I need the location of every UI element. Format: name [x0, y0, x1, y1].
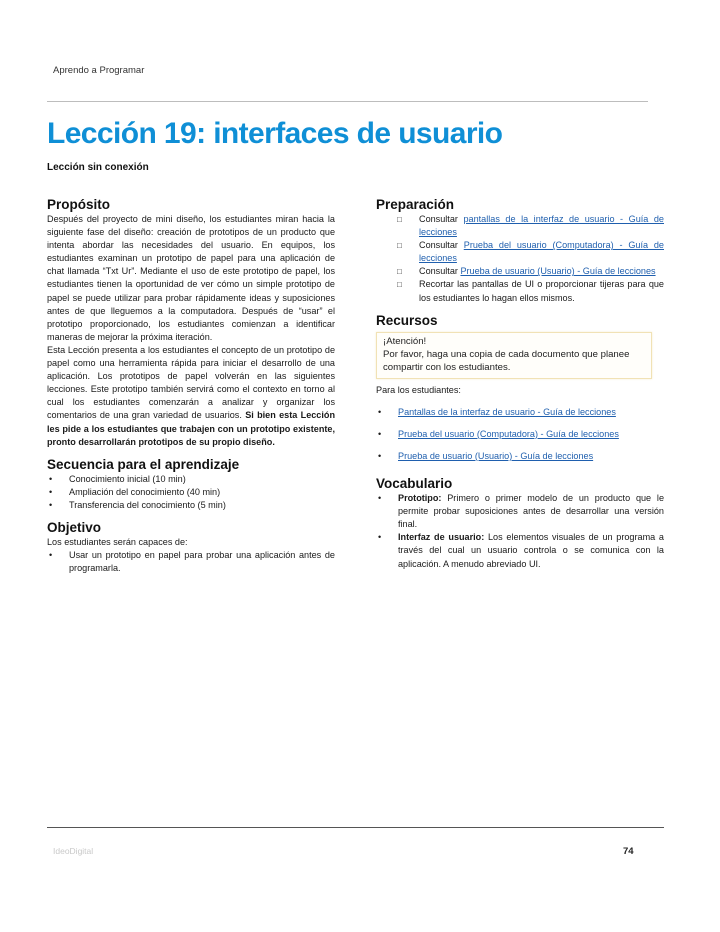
section-objetivo	[47, 519, 335, 575]
heading-secuencia: Secuencia para el aprendizaje	[47, 456, 240, 472]
objetivo-list	[47, 549, 335, 575]
proposito-paragraph-1: Después del proyecto de mini diseño, los estudiantes miran hacia la siguiente fase del diseño: creación de prototipos de un producto que intenta abordar las necesidades del usuario. En equipos, los estudiantes examinan un prototipo de papel para una aplicación de chat llamada “Txt Ur”. Mediante el uso de este prototipo de papel, los estudiantes tienen la oportunidad de ver cómo un simple prototipo de papel se puede utilizar para probar rápidamente ideas y suposiciones antes de que lleguemos a la computadora. Después de “usar” el prototipo proporcionado, los estudiantes comienzan a identificar maneras de mejorar la próxima iteración.	[47, 214, 335, 342]
bullet-icon: •	[49, 550, 53, 561]
bullet-icon: •	[378, 493, 382, 504]
bullet-icon: •	[378, 532, 382, 543]
footer-divider	[47, 827, 664, 828]
list-item	[376, 492, 664, 531]
checkbox-square-icon: □	[397, 241, 402, 251]
vocab-definition: Los elementos visuales de un programa a través del cual un usuario controla o se comunica con la aplicación. A menudo abreviado UI.	[398, 532, 664, 569]
link-resource-pantallas[interactable]: Pantallas de la interfaz de usuario - Guía de lecciones	[398, 406, 616, 417]
list-item	[376, 406, 664, 419]
for-students-label: Para los estudiantes:	[376, 384, 461, 395]
page-title: Lección 19: interfaces de usuario	[47, 117, 503, 150]
section-preparacion	[376, 196, 664, 305]
objetivo-intro: Los estudiantes serán capaces de:	[47, 536, 188, 547]
recursos-links	[376, 406, 664, 463]
list-item	[376, 450, 664, 463]
list-item: □ Recortar las pantallas de UI o proporcionar tijeras para que los estudiantes lo hagan ellos mismos.	[397, 279, 664, 303]
list-item: • Usar un prototipo en papel para probar una aplicación antes de programarla.	[49, 550, 335, 574]
list-item: □ Consultar Prueba de usuario (Usuario) - Guía de lecciones	[376, 265, 664, 278]
lesson-type: Lección sin conexión	[47, 162, 149, 173]
heading-recursos: Recursos	[376, 312, 438, 328]
preparacion-list	[376, 213, 664, 305]
link-resource-computadora[interactable]: Prueba del usuario (Computadora) - Guía de lecciones	[398, 428, 619, 439]
vocab-term: Prototipo:	[398, 493, 442, 504]
bullet-icon: •	[49, 473, 53, 484]
checkbox-square-icon: □	[397, 215, 402, 224]
list-item: • Ampliación del conocimiento (40 min)	[47, 486, 335, 499]
heading-objetivo: Objetivo	[47, 519, 102, 535]
heading-proposito: Propósito	[47, 197, 110, 212]
link-resource-usuario[interactable]: Prueba de usuario (Usuario) - Guía de lecciones	[398, 450, 594, 461]
section-recursos	[376, 312, 664, 463]
list-item	[376, 531, 664, 570]
checkbox-square-icon: □	[397, 280, 402, 290]
checkbox-square-icon: □	[397, 267, 402, 277]
notice-title: ¡Atención!	[383, 335, 427, 347]
notice-body: Por favor, haga una copia de cada documento que planee compartir con los estudiantes.	[383, 348, 630, 373]
list-item: • Transferencia del conocimiento (5 min)	[47, 499, 335, 512]
attention-notice	[376, 332, 652, 379]
vocab-definition: Primero o primer modelo de un producto que le permite probar suposiciones antes de desarrollar una versión final.	[398, 493, 664, 530]
running-header: Aprendo a Programar	[53, 65, 145, 76]
proposito-paragraph-2: Esta Lección presenta a los estudiantes el concepto de un prototipo de papel como una herramienta rápida para iniciar el desarrollo de una aplicación. Los prototipos de papel volverán en las siguientes lecciones. Este prototipo también servirá como el contexto en torno al cual los estudiantes comenzarán a analizar y organizar los comentarios de una gran variedad de usuarios. Si bien esta Lección les pide a los estudiantes que trabajen con un prototipo existente, pronto desarrollarán prototipos de su propio diseño.	[47, 344, 336, 447]
page-number: 74	[623, 846, 634, 857]
bullet-icon: •	[378, 406, 382, 417]
list-item: • Conocimiento inicial (10 min)	[47, 473, 335, 486]
bullet-icon: •	[378, 428, 382, 439]
header-divider	[47, 101, 648, 102]
vocabulario-list	[376, 492, 664, 571]
heading-preparacion: Preparación	[376, 197, 455, 212]
bullet-icon: •	[49, 486, 53, 497]
bullet-icon: •	[378, 450, 382, 461]
section-proposito	[47, 196, 335, 449]
proposito-emphasis: Si bien esta Lección les pide a los estudiantes que trabajen con un prototipo existente, pronto desarrollarán prototipos de su propio diseño.	[47, 410, 336, 447]
left-column	[47, 196, 335, 575]
section-secuencia	[47, 456, 335, 512]
list-item: □ Consultar Prueba del usuario (Computadora) - Guía de lecciones	[397, 240, 664, 264]
vocab-term: Interfaz de usuario:	[398, 532, 485, 543]
section-vocabulario	[376, 475, 664, 571]
list-item: □ Consultar pantallas de la interfaz de usuario - Guía de lecciones	[397, 214, 664, 238]
list-item	[376, 428, 664, 441]
footer-brand: IdeoDigital	[53, 846, 94, 856]
heading-vocabulario: Vocabulario	[376, 476, 453, 492]
bullet-icon: •	[49, 499, 53, 510]
secuencia-list	[47, 473, 335, 512]
right-column	[376, 196, 664, 571]
link-pantallas-interfaz[interactable]: pantallas de la interfaz de usuario - Guía de lecciones	[419, 214, 664, 238]
link-prueba-usuario[interactable]: Prueba de usuario (Usuario) - Guía de lecciones	[460, 266, 656, 277]
link-prueba-computadora[interactable]: Prueba del usuario (Computadora) - Guía de lecciones	[419, 240, 664, 264]
